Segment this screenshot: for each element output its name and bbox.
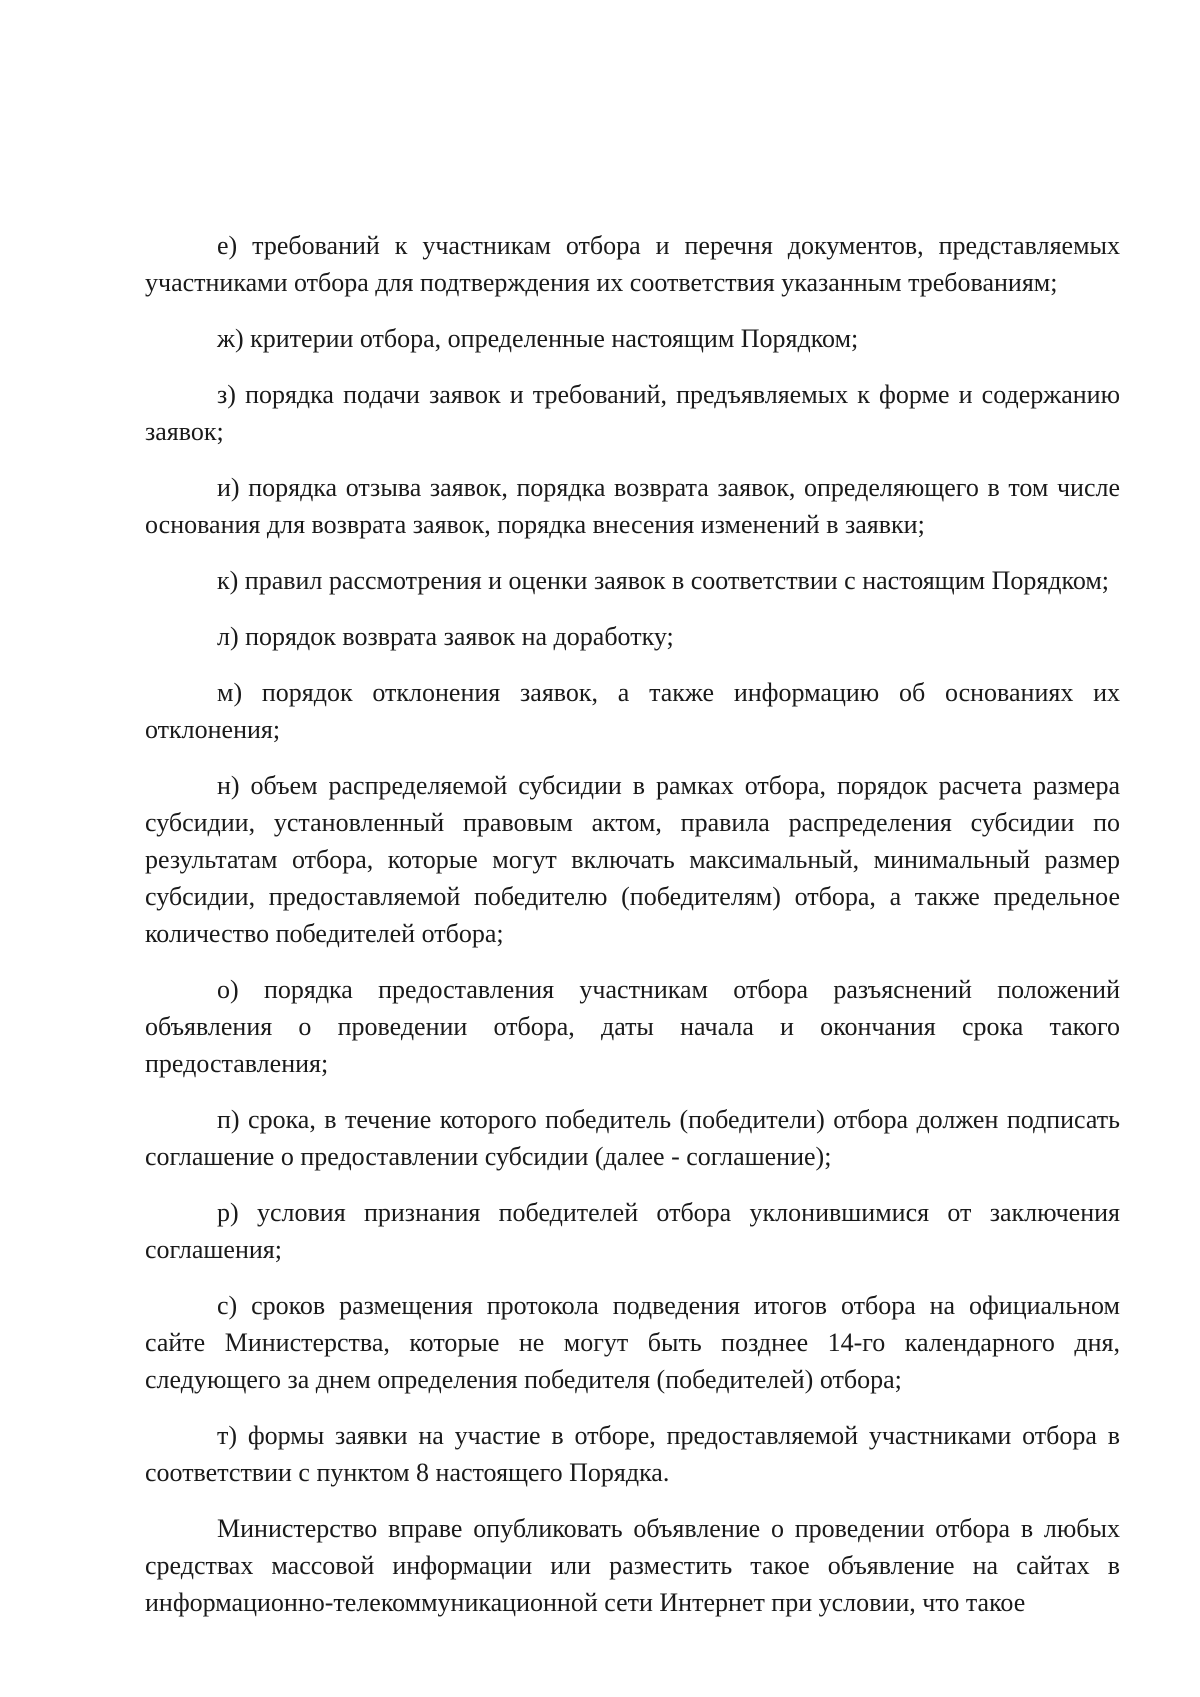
- paragraph-item-m: м) порядок отклонения заявок, а также информацию об основаниях их отклонения;: [145, 678, 1120, 744]
- paragraph-item-z: з) порядка подачи заявок и требований, предъявляемых к форме и содержанию заявок;: [145, 380, 1120, 446]
- paragraph-item-p: п) срока, в течение которого победитель (победители) отбора должен подписать соглашение о предоставлении субсидии (далее - соглашение);: [145, 1105, 1120, 1171]
- paragraph-item-l: л) порядок возврата заявок на доработку;: [217, 622, 674, 651]
- paragraph-item-i: и) порядка отзыва заявок, порядка возврата заявок, определяющего в том числе основания для возврата заявок, порядка внесения изменений в заявки;: [145, 473, 1120, 539]
- paragraph-item-s: с) сроков размещения протокола подведения итогов отбора на официальном сайте Министерства, которые не могут быть позднее 14-го календарного дня, следующего за днем определения победителя (победителей) отбора;: [145, 1291, 1120, 1394]
- paragraph-item-e: е) требований к участникам отбора и перечня документов, представляемых участниками отбора для подтверждения их соответствия указанным требованиям;: [145, 231, 1120, 297]
- document-body: [145, 227, 1120, 1640]
- paragraph-item-k: к) правил рассмотрения и оценки заявок в соответствии с настоящим Порядком;: [217, 566, 1110, 595]
- paragraph-item-zh: ж) критерии отбора, определенные настоящим Порядком;: [217, 324, 859, 353]
- paragraph-item-o: о) порядка предоставления участникам отбора разъяснений положений объявления о проведении отбора, даты начала и окончания срока такого предоставления;: [145, 975, 1120, 1078]
- paragraph-item-t: т) формы заявки на участие в отборе, предоставляемой участниками отбора в соответствии с пунктом 8 настоящего Порядка.: [145, 1421, 1120, 1487]
- paragraph-ministry-publication: Министерство вправе опубликовать объявление о проведении отбора в любых средствах массовой информации или разместить такое объявление на сайтах в информационно-телекоммуникационной сети Интернет при условии, что такое: [145, 1514, 1120, 1617]
- paragraph-item-n: н) объем распределяемой субсидии в рамках отбора, порядок расчета размера субсидии, установленный правовым актом, правила распределения субсидии по результатам отбора, которые могут включать максимальный, минимальный размер субсидии, предоставляемой победителю (победителям) отбора, а также предельное количество победителей отбора;: [145, 771, 1120, 948]
- paragraph-item-r: р) условия признания победителей отбора уклонившимися от заключения соглашения;: [145, 1198, 1120, 1264]
